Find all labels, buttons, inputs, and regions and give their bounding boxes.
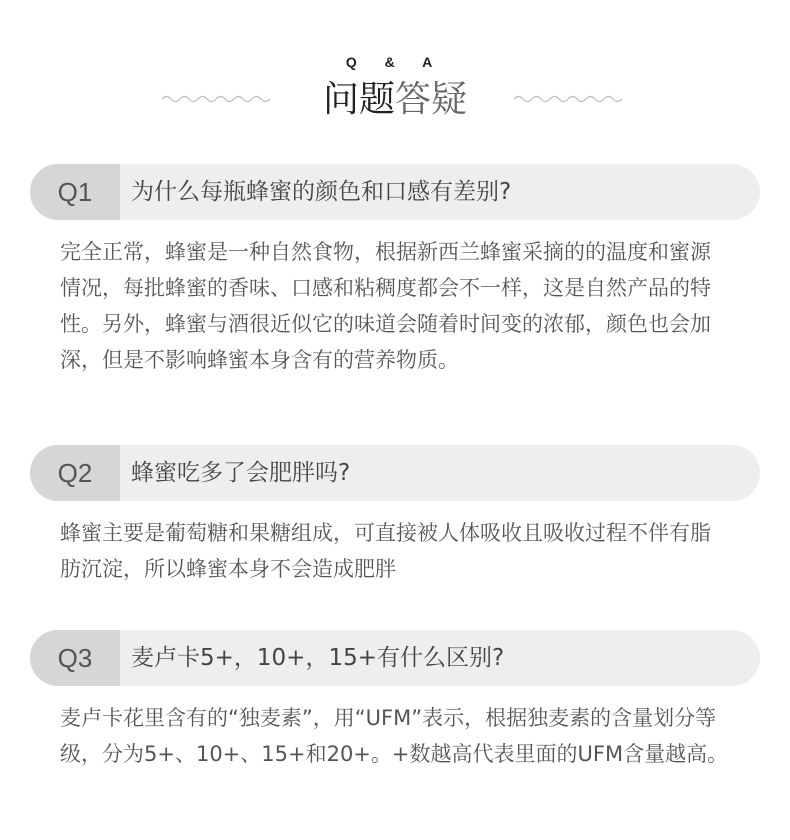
section-header <box>0 0 790 140</box>
question-number: Q1 <box>30 164 120 220</box>
title-dark: 问题 <box>322 79 395 120</box>
question-text: 蜂蜜吃多了会肥胖吗? <box>131 460 351 486</box>
qa-item-2 <box>30 445 760 587</box>
question-number: Q3 <box>30 630 120 686</box>
question-text: 为什么每瓶蜂蜜的颜色和口感有差别? <box>131 179 512 205</box>
qa-item-3 <box>30 630 760 772</box>
question-number: Q2 <box>30 445 120 501</box>
wave-divider-right <box>514 92 624 106</box>
answer-text: 蜂蜜主要是葡萄糖和果糖组成，可直接被人体吸收且吸收过程不伴有脂肪沉淀，所以蜂蜜本身不会造成肥胖 <box>60 521 711 581</box>
question-text: 麦卢卡5+，10+，15+有什么区别? <box>131 645 505 671</box>
page-title <box>0 78 790 122</box>
title-light: 答疑 <box>395 79 468 120</box>
question-bar <box>30 445 760 501</box>
qa-item-1 <box>30 164 760 378</box>
qa-caption: Q & A <box>345 54 445 70</box>
question-bar <box>30 630 760 686</box>
question-bar <box>30 164 760 220</box>
answer-text: 完全正常，蜂蜜是一种自然食物，根据新西兰蜂蜜采摘的的温度和蜜源情况，每批蜂蜜的香味、口感和粘稠度都会不一样，这是自然产品的特性。另外，蜂蜜与酒很近似它的味道会随着时间变的浓郁，颜色也会加深，但是不影响蜂蜜本身含有的营养物质。 <box>60 240 711 372</box>
answer-text: 麦卢卡花里含有的“独麦素”，用“UFM”表示，根据独麦素的含量划分等级，分为5+、10+、15+和20+。+数越高代表里面的UFM含量越高。 <box>60 706 729 766</box>
